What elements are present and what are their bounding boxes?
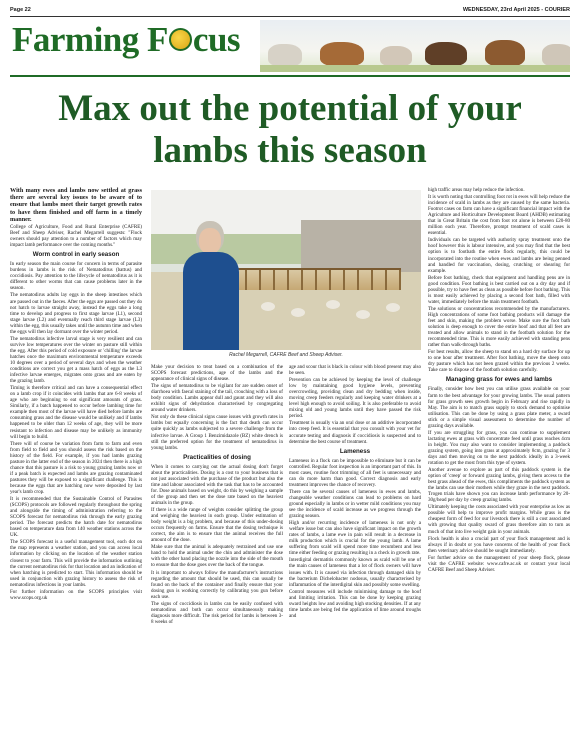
headline: Max out the potential of your lambs this season: [58, 88, 522, 171]
paragraph: In early season the main course for concern in terms of parasite burdens in lambs is the risk of Nematodirus (battus) and coccidiosis. Pay attention to the lifecycle of nematodirus as it is different to other worms that can cause problems later in the season.: [10, 261, 142, 292]
paragraph: Control measures will include minimising damage to the hoof and limiting irritation. This can be done by keeping grazing sward heights low and avoiding high stocking densities. If at any time lambs are being fed the application of lime around troughs and: [289, 588, 421, 619]
person-figure: [181, 228, 241, 350]
paragraph: If there is a wide range of weights consider splitting the group and weighing the heaviest in each group. Under estimation of body weight is a big problem, and because of this under-dosing occurs frequently on farms. Ensure that the dosing technique is correct, the aim is to ensure that the animal receives the full amount of the dose.: [151, 507, 283, 544]
paragraph: Lameness in a flock can be impossible to eliminate but it can be controlled. Regular foot inspection is an important part of this. In most cases, routine foot trimming of all feet is unnecessary and can do more harm than good. Correct diagnosis and early treatment improves the chance of recovery.: [289, 457, 421, 488]
paragraph: College of Agriculture, Food and Rural Enterprise (CAFRE) Beef and Sheep Adviser, Rachel Megarrell suggests: "Flock owners should pay attention to a number of factors which may impact lamb performance over the coming months.": [10, 224, 142, 249]
grass-strip: [260, 65, 570, 72]
sheep-icon: [326, 300, 340, 309]
sheep-icon: [356, 310, 370, 319]
paragraph: If you are struggling for grass, you can continue to supplement lactating ewes at grass with concentrate feed until grass reaches 4cm in height. You may also want to consider implementing a paddock grazing system, going into grass at approximately 8cm, grazing for 3 days and then moving on to the next paddock ideally in a 3-week rotation to get the most from this type of system.: [428, 429, 570, 467]
paragraph: The solutions or concentrations recommended by the manufacturers. High concentrations of some foot bathing products will damage the feet and skin, making the problem worse. Make sure the foot bath solution is deep enough to cover the entire hoof and that all feet are treated and allow animals to stand in the footbath solution for the recommended time. This is more easily achieved with standing pens rather than walk-through baths.: [428, 305, 570, 349]
subheading: Practicalities of dosing: [183, 453, 251, 461]
paragraph: It is recommended that the Sustainable Control of Parasites (SCOPS) protocols are followed regularly throughout the spring and alongside the timing of administration referring to the SCOPS forecast for nematodirus risk through the early grazing period. The forecast predicts the hatch date for nematodirus based on temperature data from 140 weather stations across the UK.: [10, 496, 142, 539]
sheep-icon: [380, 46, 412, 66]
paragraph: The signs of coccidiosis in lambs can be easily confused with nematodirus and both can occur simultaneously making diagnosis more difficult. The risk period for lambs is between 3-8 weeks of: [151, 600, 283, 625]
paragraph: Individuals can be targeted with authority spray treatment onto the hoof however this is labour intensive, and you may find that the best option is to footbath the entire flock regularly, this could be incorporated into the routine when ewes and lambs are being penned and handled for vaccination, dosing, crutching or shearing for example.: [428, 237, 570, 274]
article-column-3: [289, 364, 421, 620]
paragraph: The nematodirus adults lay eggs in the sheep intestines which are passed out in the faeces. After the eggs are passed out they do not hatch to larvae straight away, instead the eggs take a long time to develop and progress to first stage larvae (L1), second stage larvae (L2) and eventually reach third stage larvae (L3) within the egg, this usually takes until the autumn time and when the eggs will then lay dormant over the winter period.: [10, 292, 143, 335]
article-column-4: [428, 187, 570, 574]
paragraph: When it comes to carrying out the actual dosing don't forget about the practicalities. Dosing is a cost to your business that is not just associated with the purchase of the product but also the time and labour associated with the task that has to be accounted for. Dose animals based on weight, do this by weighing a sample of the group and then set the dose rate based on the heaviest animals in the group.: [151, 463, 283, 506]
paragraph: The SCOPS forecast is a useful management tool, each dot on the map represents a weather station, and you can access local information by clicking on the location of the weather station closest to your farm. This will provide the information outlining the current nematodirus risk for that location and an indication of when hatching is predicted to start. This information should be used in conjunction with grazing history to assess the risk of nematodirus infections in your lambs.: [10, 539, 142, 588]
adviser-photo: [151, 190, 421, 350]
sheep-icon: [291, 308, 305, 317]
sheep-icon: [261, 302, 275, 311]
paragraph: The signs of nematodirus to be vigilant for are sudden onset of diarrhoea with faecal staining of the tail, crouching with a loss of body condition. Lambs appear dull and gaunt and they will also exhibit signs of dehydration characterised by congregating around water drinkers.: [151, 383, 283, 414]
paragraph: There can be several causes of lameness in ewes and lambs, changeable weather conditions can lead to problems on hard ground especially in lambs or in wetter mild conditions you may see the incidence of scald increase as we progress through the grazing season.: [289, 488, 421, 520]
sheep-icon: [268, 44, 302, 66]
cow-icon: [320, 42, 364, 66]
cow-icon: [485, 40, 525, 66]
article-column-1: [10, 187, 142, 602]
paragraph: Treatment is usually via an oral dose or an additive incorporated into creep feed. It is essential that you consult with your vet for accurate testing and diagnosis if coccidiosis is suspected and to determine the best course of treatment.: [289, 420, 421, 445]
cow-icon: [425, 42, 467, 66]
photo-fence: [231, 268, 401, 290]
photo-caption: Rachel Megarrell, CAFRE Beef and Sheep Adviser.: [229, 352, 343, 358]
paragraph: age and scour that is black in colour with blood present may also be seen.: [289, 364, 421, 377]
paragraph: The nematodirus infective larval stage is very resilient and can survive low temperatures over the winter on pasture still within the egg. After this period of cold exposure or 'chilling' the larvae hatches once the maximum environmental temperature exceeds 10 degrees over a period of several days and when the weather conditions are correct you get a mass hatch of eggs as the L3 infective larvae emerges, migrates onto grass and are eaten by the grazing lamb.: [10, 335, 142, 385]
paragraph: Before foot bathing, check that equipment and handling pens are in good condition. Foot bathing is best carried out on a dry day and if possible, try to have feet as clean as possible before foot bathing. This is most easily achieved by placing a second foot bath, filled with water, immediately before the main treatment footbath.: [428, 274, 570, 305]
paragraph: It is important to always follow the manufacturer's instructions regarding the amount that should be used, this can usually be found on the back of the container and finally ensure that your dosing gun is working correctly by calibrating you gun before each use.: [151, 569, 283, 600]
page-header: [10, 5, 570, 15]
paragraph: Make your decision to treat based on a combination of the SCOPS forecast predictions, age of the lambs and the appearance of clinical signs of disease.: [151, 364, 283, 383]
person-head: [199, 228, 221, 254]
article-column-2: [151, 364, 283, 626]
title-word-focus: F cus: [147, 20, 241, 59]
standfirst: With many ewes and lambs now settled at grass there are several key issues to be aware of to ensure that lambs meet their target growth rates to have them finished and off farm in a timely manner.: [10, 187, 142, 223]
sheep-icon: [542, 44, 570, 66]
paragraph: Flock health is also a crucial part of your flock management and is always if in doubt or you have concerns of the health of your flock then veterinary advice should be sought immediately.: [428, 535, 570, 554]
paragraph: For best results, allow the sheep to stand on a hard dry surface for up to one hour after treatment. After foot bathing, move the sheep onto dry pasture which has not been grazed within the previous 2 weeks. Take care to dispose of the footbath solution carefully.: [428, 349, 570, 374]
section-title: [12, 22, 240, 57]
paragraph: Finally, consider how best you can utilise grass available on your farm to the best advantage for your growing lambs. The usual pattern for grass growth sees growth begin in February and rise rapidly in May. The aim is to match grass supply to stock demand to optimise utilisation. This can be done by using a grass plate meter, a sward stick or a simple visual assessment to determine the number of grazing days available.: [428, 386, 570, 429]
issue-date: WEDNESDAY, 23rd April 2025 - COURIER: [462, 7, 570, 13]
paragraph: High and/or recurring incidence of lameness is not only a welfare issue but can also have significant impact on the growth rates of lambs, a lame ewe in pain will result in a decrease in milk production which is crucial for the young lamb. A lame suffering from scald will spend more time recumbent and less time either feeding or grazing resulting in a check in growth rate.: [289, 520, 421, 557]
subheading: Lameness: [339, 447, 371, 455]
paragraph: Make sure that the animal is adequately restrained and use one hand to hold the animal under the chin and administer the dose with the other hand placing the nozzle into the side of the mouth to ensure that the dose goes over the back of the tongue.: [151, 544, 283, 569]
header-rule: [10, 16, 570, 17]
paragraph: For further information on the SCOPS principles visit www.scops.org.uk: [10, 588, 142, 601]
paragraph: Interdigital dermatitis commonly known as scald will be one of the main causes of lameness that a lot of flock owners will have issues with. It is caused via infection through damaged skin by the bacterium Dichelobacter nodosus, usually characterised by inflammation of the interdigital skin and possibly some swelling.: [289, 557, 421, 588]
livestock-banner-image: [260, 20, 570, 72]
paragraph: Another avenue to explore as part of this paddock system is the option of 'creep' or forward grazing lambs, giving them access to the best grass ahead of the ewes, this compliments the paddock system as the lambs can use their mothers while they graze in the next paddock. Trogen trials have shown you can increase lamb performance by 20-30g/head per day by creep grazing lambs.: [428, 467, 570, 504]
paragraph: Prevention can be achieved by keeping the level of challenge low by maintaining good hygiene levels, preventing overcrowding, providing clean and dry bedding when inside, moving creep feeders regularly and keeping water drinkers at a level high enough to avoid soiling. It is also preferable to avoid mixing old and young lambs until they have passed the risk period.: [289, 377, 421, 420]
paragraph: Timing is therefore critical and can have a consequential effect on a lamb crop if it coincides with lambs that are 6-8 weeks of age who are beginning to eat significant amounts of grass. Similarly, if a batch happened to occur before lambing time for example then most of the larvae will have died before lambs are consuming grass and the disease would be unlikely and if lambs happened to be older than 12 weeks of age, they will be more resistant to infection and disease may be unlikely as immunity will begin to build.: [10, 385, 142, 440]
masthead-rule: [10, 75, 570, 77]
sun-icon: [169, 28, 192, 51]
page-number: Page 22: [10, 7, 31, 13]
paragraph: high traffic areas may help reduce the infection.: [428, 187, 525, 193]
title-word-farming: Farming: [12, 20, 139, 59]
paragraph: For further advice on the management of your sheep flock, please visit the CAFRE website: www.cafre.ac.uk or contact your local CAFRE Beef and Sheep Adviser.: [428, 554, 570, 573]
paragraph: There will of course be variation from farm to farm and even from field to field and you should assess the risk based on the history of the field. For example, if you had lambs grazing pasture in the latter end of the season in 2024 then there is a high chance that this pasture is a risk to young grazing lambs now or if a peak batch is expected and lambs are grazing contaminated pastures they will be exposed to a significant challenge. This is because the eggs that are hatching now were deposited by last year's lamb crop.: [10, 440, 142, 495]
paragraph: It is worth noting that controlling foot rot in ewes will help reduce the incidence of scald in lambs as they are caused by the same bacteria. Footrot cases on farm can have a significant financial impact with the Agriculture and Horticulture Development Board (AHDB) estimating that in Great Britain the cost from foot rot alone is between £20-80 million each year. Therefore, prompt treatment of scald cases is essential.: [428, 194, 570, 237]
paragraph: Ultimately keeping the costs associated with your enterprise as low as possible will help to improve profit margins. While grass is the cheapest form of feed for our livestock there is still a cost associated with growing that quality sward of grass therefore aim to turn as much of that into live weight gain in your animals.: [428, 504, 570, 535]
subheading: Managing grass for ewes and lambs: [445, 376, 553, 384]
subheading: Worm control in early season: [32, 251, 120, 259]
masthead: [10, 20, 570, 82]
paragraph: Not only do these clinical signs cause issues with growth rates in lambs but equally concerning is the fact that death can occur quite quickly as lambs subjected to a severe challenge from the infective larvae. A Group 1 Benzimidazole (BZ) white drench is still the preferred option for the treatment of nematodirus in young lambs.: [151, 414, 283, 451]
sheep-icon: [386, 303, 400, 312]
person-body: [183, 252, 239, 350]
photo-shed: [301, 220, 421, 275]
